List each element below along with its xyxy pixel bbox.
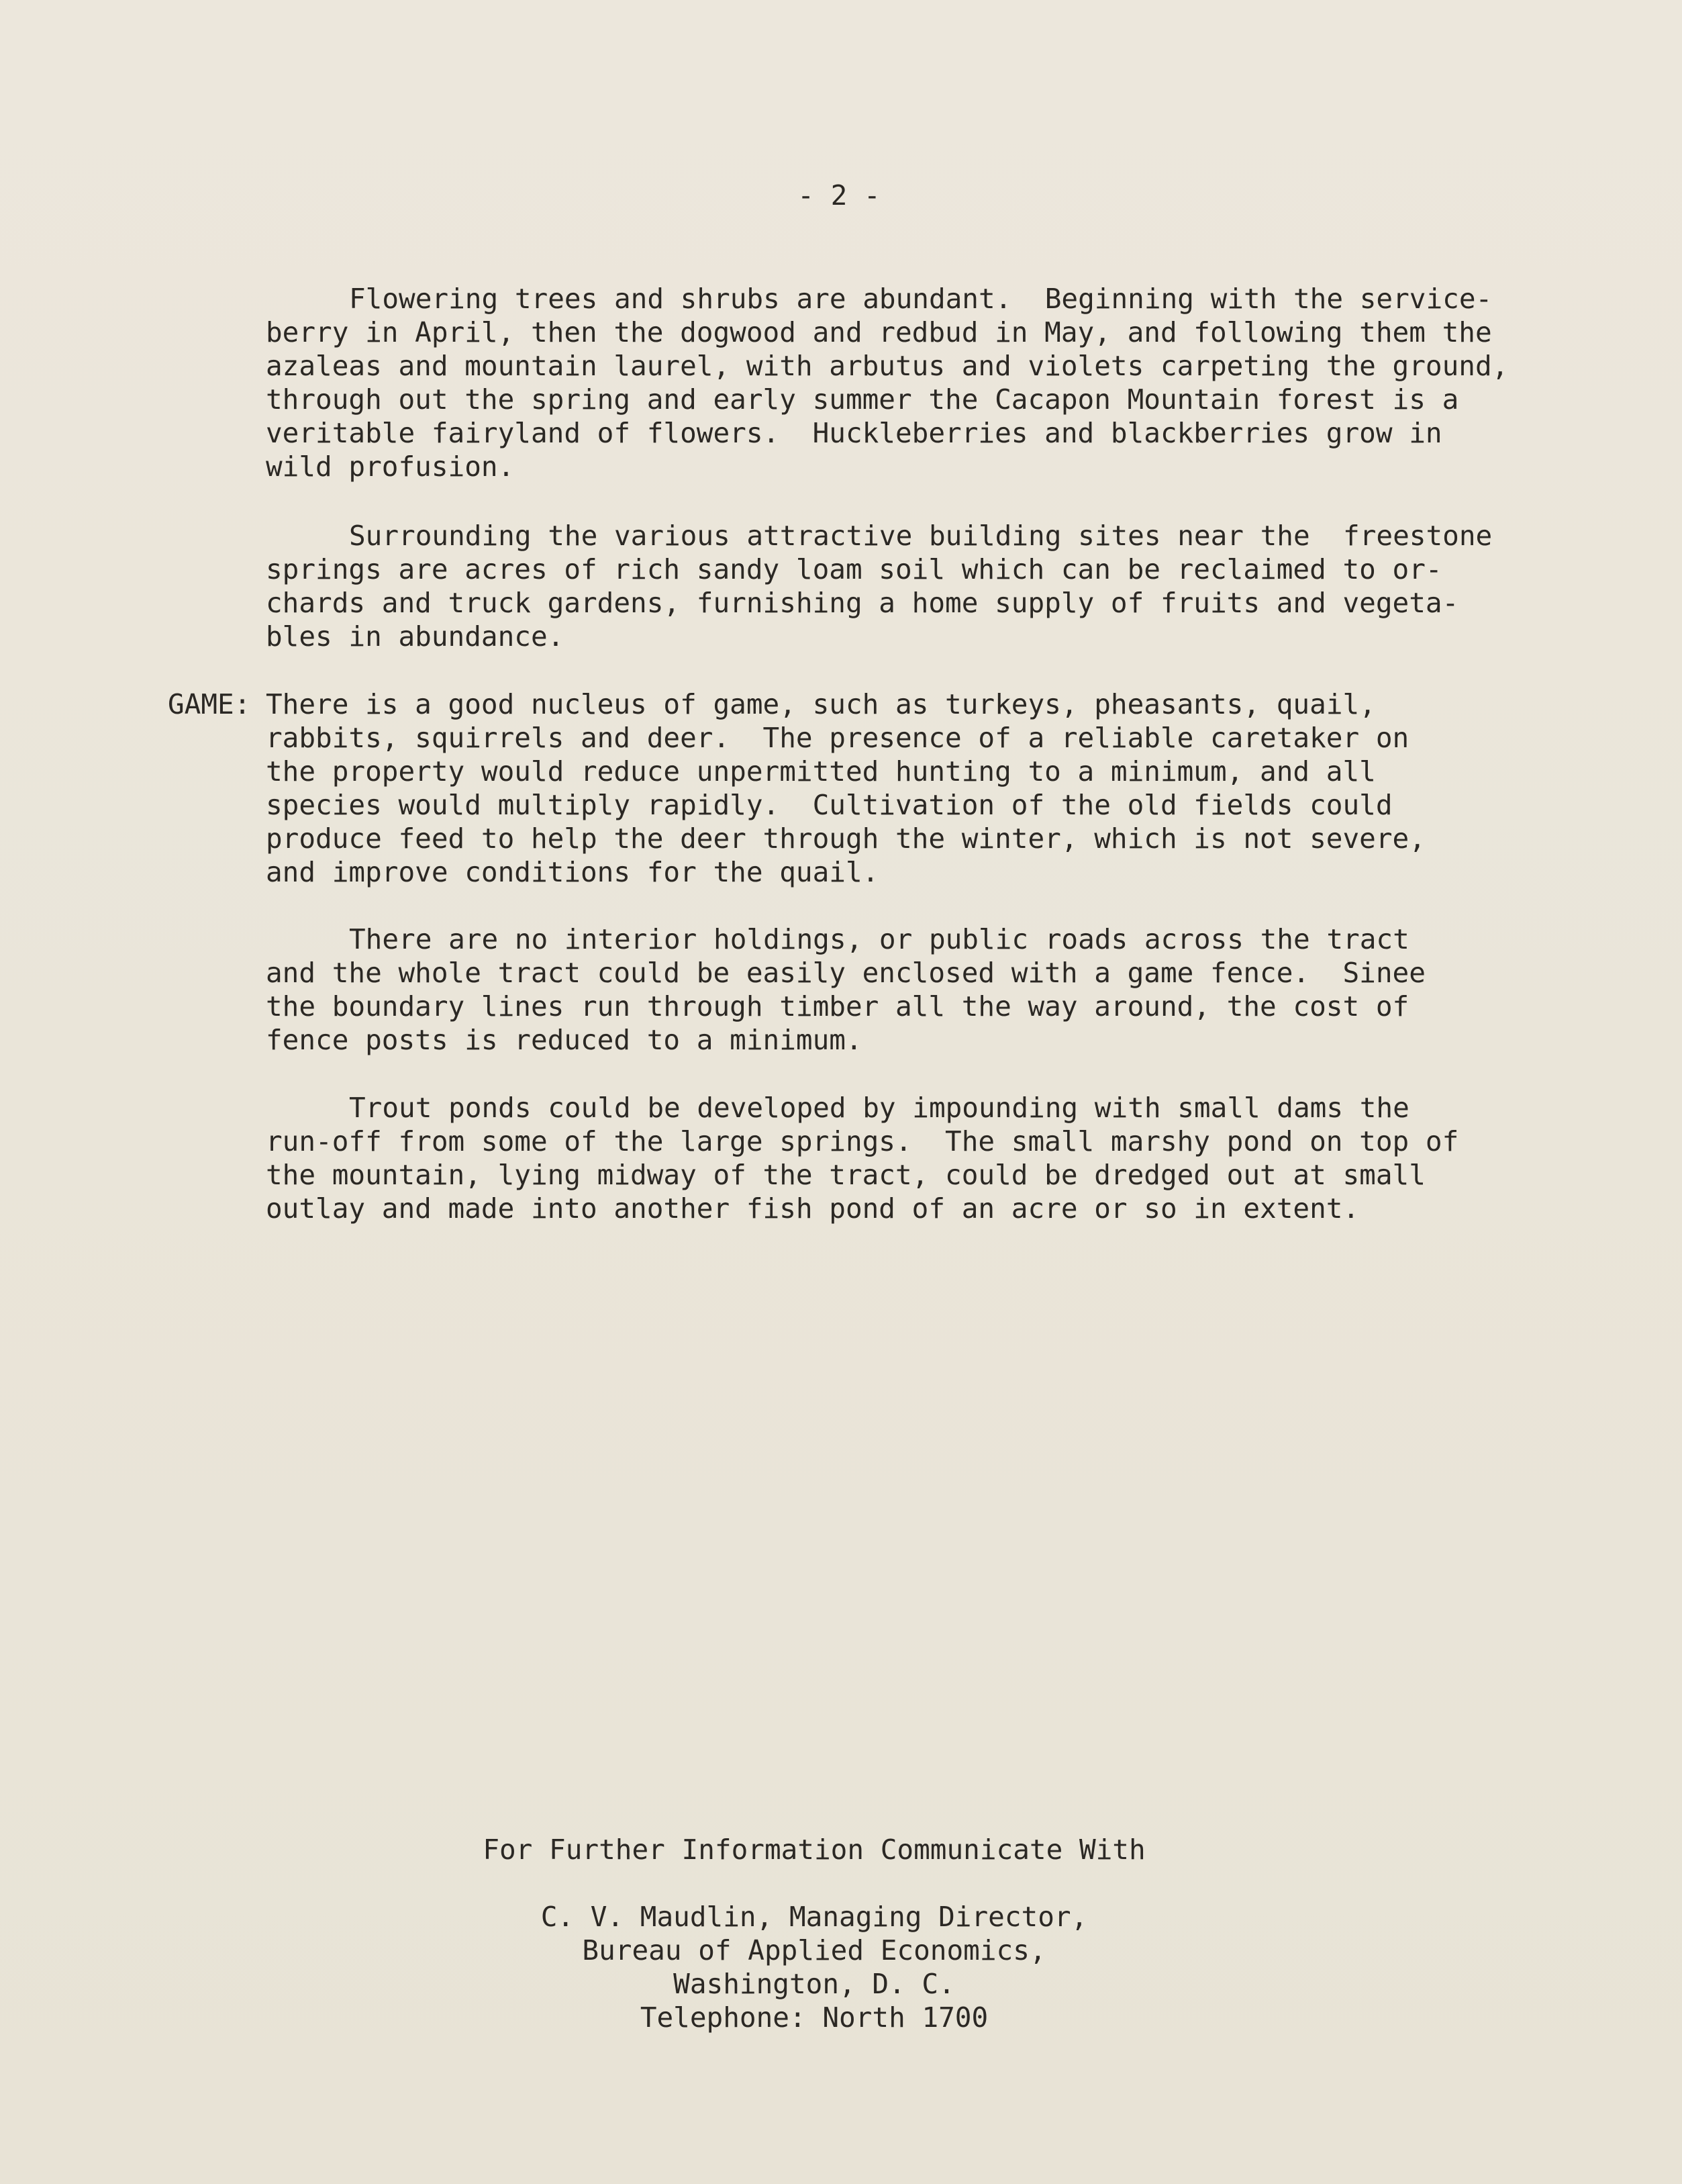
text-line: There is a good nucleus of game, such as turkeys, pheasants, quail, bbox=[266, 688, 1376, 720]
text-line: chards and truck gardens, furnishing a home supply of fruits and vegeta- bbox=[266, 587, 1459, 619]
text-line: through out the spring and early summer the Cacapon Mountain forest is a bbox=[266, 383, 1459, 416]
footer-heading-text: For Further Information Communicate With bbox=[483, 1834, 1146, 1866]
text-line: run-off from some of the large springs. The small marshy pond on top of bbox=[266, 1125, 1459, 1157]
contact-telephone: Telephone: North 1700 bbox=[640, 2001, 989, 2034]
contact-organization: Bureau of Applied Economics, bbox=[582, 1934, 1046, 1966]
text-line: and the whole tract could be easily enclosed with a game fence. Sinee bbox=[266, 957, 1426, 989]
text-line: Trout ponds could be developed by impounding with small dams the bbox=[349, 1092, 1409, 1124]
text-line: the boundary lines run through timber all the way around, the cost of bbox=[266, 990, 1409, 1023]
text-line: and improve conditions for the quail. bbox=[266, 856, 879, 888]
paragraph-trout bbox=[266, 1091, 1528, 1225]
paragraph-surrounding bbox=[266, 519, 1528, 653]
text-line: springs are acres of rich sandy loam soil which can be reclaimed to or- bbox=[266, 553, 1442, 585]
text-line: outlay and made into another fish pond of an acre or so in extent. bbox=[266, 1192, 1360, 1225]
text-line: bles in abundance. bbox=[266, 620, 564, 653]
text-line: species would multiply rapidly. Cultivation of the old fields could bbox=[266, 789, 1393, 821]
contact-name: C. V. Maudlin, Managing Director, bbox=[540, 1901, 1088, 1933]
text-line: veritable fairyland of flowers. Huckleberries and blackberries grow in bbox=[266, 417, 1442, 449]
game-section-label: GAME: bbox=[168, 688, 251, 720]
text-line: rabbits, squirrels and deer. The presence of a reliable caretaker on bbox=[266, 722, 1409, 754]
paragraph-game bbox=[266, 687, 1528, 889]
text-line: berry in April, then the dogwood and redbud in May, and following them the bbox=[266, 316, 1492, 348]
text-line: Flowering trees and shrubs are abundant. Beginning with the service- bbox=[349, 283, 1493, 315]
contact-block bbox=[0, 1900, 1655, 2034]
text-line: fence posts is reduced to a minimum. bbox=[266, 1024, 862, 1056]
text-line: Surrounding the various attractive building sites near the freestone bbox=[349, 520, 1493, 552]
text-line: the property would reduce unpermitted hunting to a minimum, and all bbox=[266, 755, 1376, 788]
page-number: - 2 - bbox=[797, 179, 881, 211]
text-line: the mountain, lying midway of the tract, could be dredged out at small bbox=[266, 1159, 1426, 1191]
text-line: wild profusion. bbox=[266, 450, 515, 483]
paragraph-interior bbox=[266, 922, 1528, 1057]
footer-heading bbox=[0, 1833, 1655, 1866]
text-line: produce feed to help the deer through the winter, which is not severe, bbox=[266, 822, 1426, 855]
text-line: azaleas and mountain laurel, with arbutus and violets carpeting the ground, bbox=[266, 350, 1509, 382]
text-line: There are no interior holdings, or public roads across the tract bbox=[349, 923, 1409, 955]
paragraph-flowering bbox=[266, 282, 1528, 483]
contact-city: Washington, D. C. bbox=[673, 1968, 955, 2000]
